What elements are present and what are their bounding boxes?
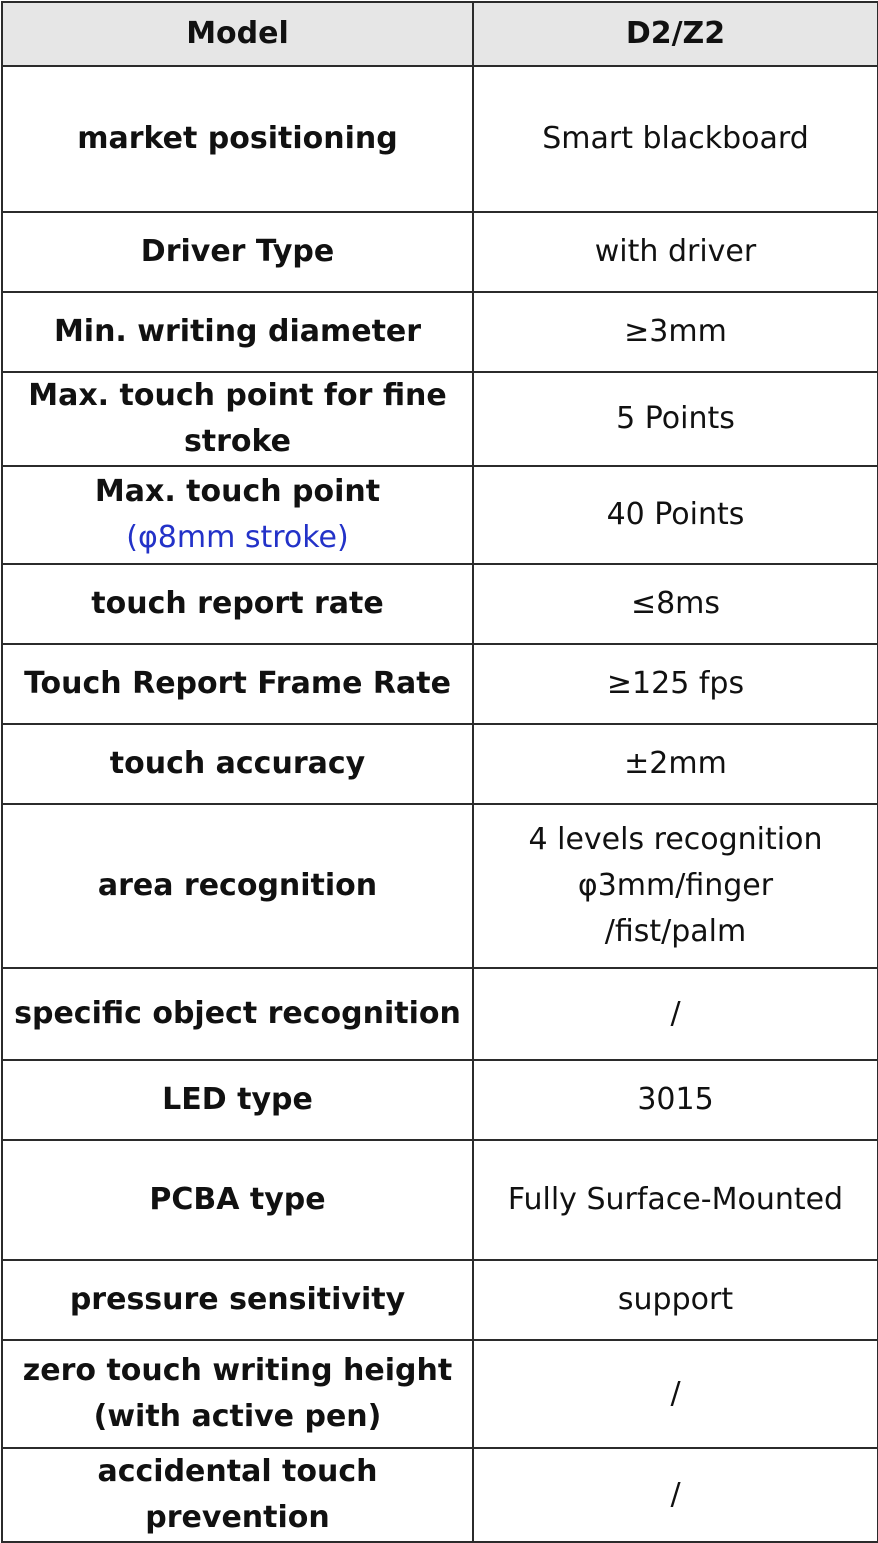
row-value: /: [473, 1340, 878, 1448]
row-label: [2, 372, 473, 466]
row-label: LED type: [2, 1060, 473, 1140]
row-label: specific object recognition: [2, 968, 473, 1060]
row-value: Smart blackboard: [473, 66, 878, 212]
row-label-note: (φ8mm stroke): [126, 520, 349, 555]
row-label: Min. writing diameter: [2, 292, 473, 372]
row-label: market positioning: [2, 66, 473, 212]
table-row: [2, 1260, 878, 1340]
row-value: ±2mm: [473, 724, 878, 804]
table-row: [2, 372, 878, 466]
row-value: 5 Points: [473, 372, 878, 466]
row-value-line: φ3mm/finger: [577, 868, 774, 903]
header-row: [2, 2, 878, 66]
row-label: area recognition: [2, 804, 473, 968]
row-value: with driver: [473, 212, 878, 292]
row-label-line: (with active pen): [93, 1399, 382, 1434]
model-header-value: D2/Z2: [473, 2, 878, 66]
row-label-line: Max. touch point: [94, 474, 381, 509]
row-label: accidental touch prevention: [2, 1448, 473, 1542]
row-value: ≥3mm: [473, 292, 878, 372]
table-row: [2, 1140, 878, 1260]
table-row: [2, 1060, 878, 1140]
row-label: Driver Type: [2, 212, 473, 292]
row-label-line: stroke: [183, 424, 292, 459]
row-value-line: 4 levels recognition: [528, 822, 823, 857]
row-value: ≤8ms: [473, 564, 878, 644]
table-row: [2, 644, 878, 724]
table-row: [2, 564, 878, 644]
spec-table: [1, 1, 878, 1543]
row-label: [2, 466, 473, 564]
table-row: [2, 466, 878, 564]
row-value: 40 Points: [473, 466, 878, 564]
row-label: PCBA type: [2, 1140, 473, 1260]
table-row: [2, 212, 878, 292]
row-value: Fully Surface-Mounted: [473, 1140, 878, 1260]
row-label: touch accuracy: [2, 724, 473, 804]
row-label: touch report rate: [2, 564, 473, 644]
model-header-label: Model: [2, 2, 473, 66]
table-row: [2, 66, 878, 212]
row-label: pressure sensitivity: [2, 1260, 473, 1340]
row-value: 3015: [473, 1060, 878, 1140]
row-label: Touch Report Frame Rate: [2, 644, 473, 724]
table-row: [2, 724, 878, 804]
table-row: [2, 804, 878, 968]
table-row: [2, 292, 878, 372]
row-label-line: zero touch writing height: [22, 1353, 453, 1388]
row-value-line: /fist/palm: [604, 914, 747, 949]
row-value: /: [473, 1448, 878, 1542]
table-row: [2, 1340, 878, 1448]
row-value: ≥125 fps: [473, 644, 878, 724]
table-row: [2, 968, 878, 1060]
row-value: [473, 804, 878, 968]
row-value: /: [473, 968, 878, 1060]
row-value: support: [473, 1260, 878, 1340]
row-label: [2, 1340, 473, 1448]
row-label-line: Max. touch point for fine: [28, 378, 447, 413]
